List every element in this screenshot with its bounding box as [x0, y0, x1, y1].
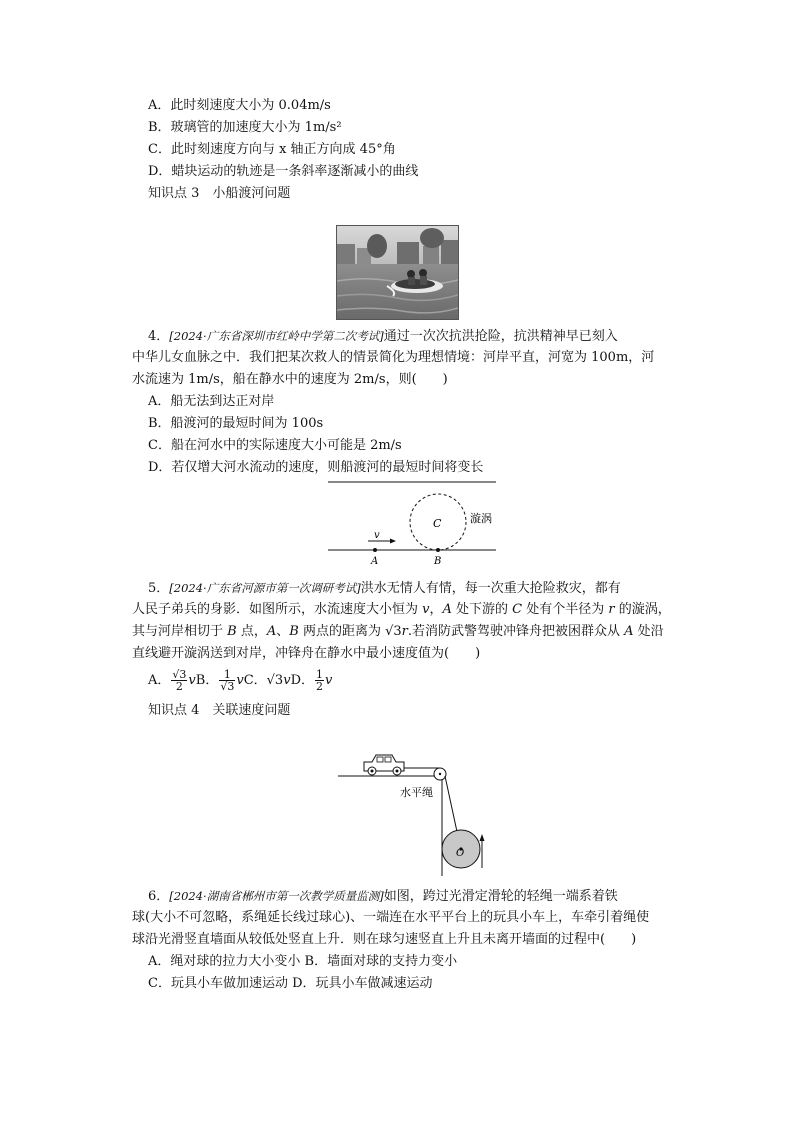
q4-line-2: 中华儿女血脉之中．我们把某次救人的情景简化为理想情境：河岸平直，河宽为 100m，河: [132, 350, 655, 365]
q5-line-3-text-e: .若消防武警驾驶冲锋舟把被困群众从: [407, 624, 625, 639]
rescue-boat-illustration: [337, 226, 458, 319]
q5-line-1: [148, 579, 621, 598]
q6-options-ab: A．绳对球的拉力大小变小 B．墙面对球的支持力变小: [148, 954, 458, 969]
q5-line-2-text-b: ，: [429, 602, 443, 617]
q5-option-b-denominator: √3: [220, 680, 235, 693]
q5-option-a-fraction: [171, 669, 187, 692]
q5-number: 5．: [148, 581, 170, 596]
rescue-boat-photo: [336, 225, 459, 320]
q5-point-a-3: A: [624, 624, 634, 639]
horizontal-rope-label: 水平绳: [400, 786, 433, 799]
q5-line-3-text-b: 点，: [236, 624, 267, 639]
q5-source: [2024·广东省河源市第一次调研考试]: [169, 581, 361, 595]
q5-option-b-fraction: [219, 669, 235, 692]
q5-point-b-2: B: [289, 624, 299, 639]
q5-point-a: A: [442, 602, 452, 617]
q6-line-3: 球沿光滑竖直墙面从较低处竖直上升．则在球匀速竖直上升且未离开墙面的过程中( ): [132, 932, 637, 947]
q5-line-2-text-e: 的漩涡，: [614, 602, 671, 617]
q6-options-cd: C．玩具小车做加速运动 D．玩具小车做减速运动: [148, 976, 433, 991]
q5-option-b-var: v: [236, 673, 244, 688]
q4-line-1-text: 通过一次次抗洪抢险，抗洪精神早已刻入: [383, 329, 618, 344]
q5-option-d-fraction: [315, 669, 324, 692]
q5-line-4: 直线避开漩涡送到对岸，冲锋舟在静水中最小速度值为( ): [132, 646, 481, 661]
q6-source: [2024·湖南省郴州市第一次教学质量监测]: [169, 889, 384, 903]
q4-option-d: D．若仅增大河水流动的速度，则船渡河的最短时间将变长: [148, 460, 484, 475]
q5-option-b-label: B．: [195, 673, 219, 688]
q5-line-3-text-f: 处沿: [633, 624, 664, 639]
q4-option-c: C．船在河水中的实际速度大小可能是 2m/s: [148, 438, 402, 453]
flow-arrow-head: [390, 539, 396, 544]
q5-option-d-numerator: 1: [316, 668, 324, 681]
q5-option-d-var: v: [325, 673, 333, 688]
q6-line-2: 球(大小不可忽略，系绳延长线过球心)、一端连在水平平台上的玩具小车上，车牵引着绳使: [132, 910, 650, 925]
q5-option-b-numerator: 1: [219, 669, 235, 681]
q4-line-1: [148, 327, 618, 346]
vortex-label: 漩涡: [470, 512, 492, 525]
pulley-diagram: [330, 738, 500, 878]
q5-line-2: [132, 601, 671, 619]
q5-option-c-var: v: [283, 673, 291, 688]
vortex-diagram: [320, 474, 510, 570]
velocity-label: v: [374, 530, 380, 541]
q5-point-c: C: [512, 602, 523, 617]
q4-option-a: A．船无法到达正对岸: [148, 394, 275, 409]
q6-number: 6．: [148, 889, 170, 904]
point-a-dot: [373, 548, 377, 552]
q6-line-1: [148, 887, 618, 906]
pulley-axle: [439, 773, 441, 775]
q5-var-r: r: [608, 602, 615, 617]
q5-option-a-label: A．: [148, 673, 171, 688]
q5-options: [148, 668, 332, 694]
point-c-label: C: [433, 517, 442, 530]
ball-center-label: O: [456, 848, 465, 859]
q5-line-2-text-c: 处下游的: [451, 602, 513, 617]
q5-line-3: [132, 623, 664, 641]
q5-var-v: v: [422, 602, 430, 617]
q4-number: 4．: [148, 329, 170, 344]
point-b-label: B: [434, 556, 442, 567]
q5-point-b: B: [227, 624, 237, 639]
q4-line-3: 水流速为 1m/s，船在静水中的速度为 2m/s，则( ): [132, 372, 448, 387]
toy-car: [364, 755, 404, 775]
q5-option-d-label: D．: [290, 673, 315, 688]
q5-line-2-text-a: 人民子弟兵的身影．如图所示，水流速度大小恒为: [132, 602, 423, 617]
q3-option-b: B．玻璃管的加速度大小为 1m/s²: [148, 120, 342, 135]
q5-option-c-label: C．√3: [243, 673, 284, 688]
q4-option-b: B．船渡河的最短时间为 100s: [148, 416, 324, 431]
q5-var-r-2: r: [401, 624, 408, 639]
q5-line-1-text: 洪水无情人有情，每一次重大抢险救灾，都有: [360, 581, 621, 596]
q5-line-2-text-d: 处有个半径为: [522, 602, 609, 617]
q5-point-a-2: A: [266, 624, 277, 639]
q5-line-3-text-d: 两点的距离为 √3: [298, 624, 402, 639]
q3-option-d: D．蜡块运动的轨迹是一条斜率逐渐减小的曲线: [148, 164, 419, 179]
q5-line-3-text-a: 其与河岸相切于: [132, 624, 228, 639]
upward-arrow-head: [480, 834, 485, 841]
q5-option-a-denominator: 2: [175, 680, 183, 693]
q3-option-a: A．此时刻速度大小为 0.04m/s: [148, 98, 331, 113]
q5-option-a-var: v: [188, 673, 196, 688]
q6-line-1-text: 如图，跨过光滑定滑轮的轻绳一端系着铁: [383, 889, 618, 904]
q5-line-3-text-c: 、: [276, 624, 290, 639]
knowledge-point-4-heading: 知识点 4 关联速度问题: [148, 703, 291, 718]
q5-option-a-numerator: √3: [172, 668, 187, 681]
knowledge-point-3-heading: 知识点 3 小船渡河问题: [148, 186, 291, 201]
point-b-dot: [436, 548, 440, 552]
q5-option-d-denominator: 2: [316, 680, 324, 693]
q3-option-c: C．此时刻速度方向与 x 轴正方向成 45°角: [148, 142, 396, 157]
q4-source: [2024·广东省深圳市红岭中学第二次考试]: [169, 329, 384, 343]
point-a-label: A: [371, 556, 379, 567]
